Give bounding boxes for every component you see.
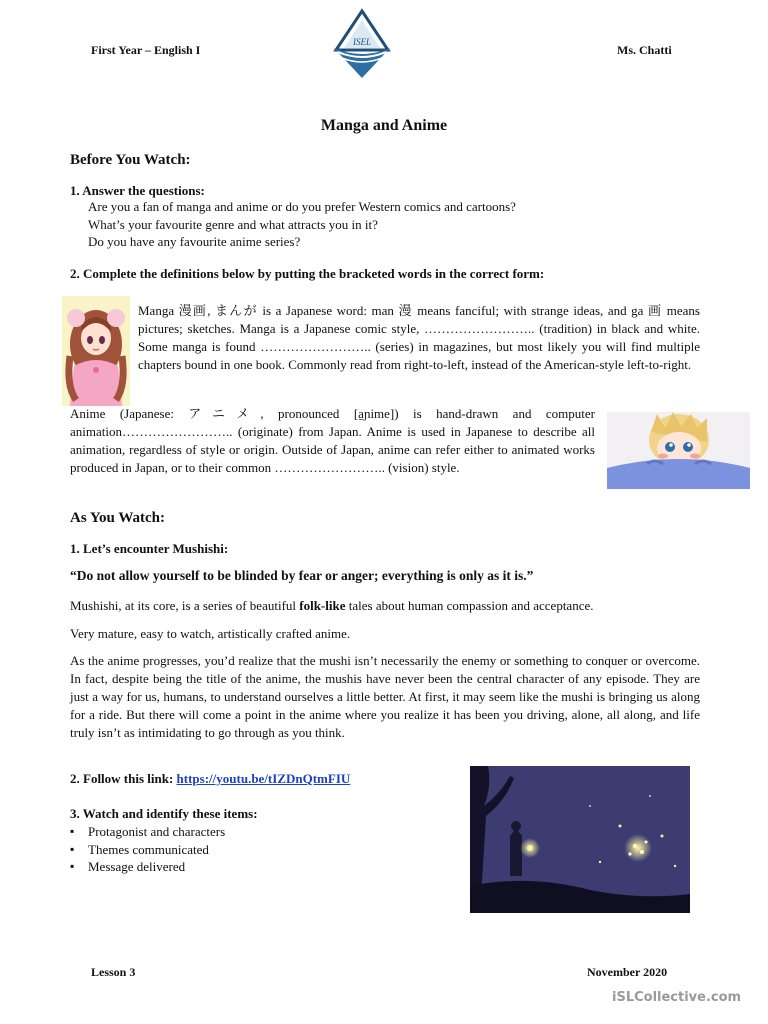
anime-definition: Anime (Japanese: アニメ, pronounced [a̠ɲime]) is hand-drawn and computer animation…………………….. (originate) from Japan. Anime is used in Japanese to describe all animation, regardless of style or origin. Outside of Japan, anime can refer either to animated works produced in Japan, or to their common …………………….. (vision) style. [70,406,595,475]
header-course: First Year – English I [91,43,201,57]
q2-label-text: 2. Follow this link: [70,771,177,786]
header-teacher: Ms. Chatti [617,43,672,57]
as-q1-label: 1. Let’s encounter Mushishi: [70,541,229,556]
footer-date: November 2020 [587,965,668,979]
para1-text: Mushishi, at its core, is a series of beautiful [70,598,300,613]
svg-text:ISEL: ISEL [353,37,371,47]
para1-text-end: tales about human compassion and acceptance. [345,598,594,613]
school-logo [330,8,394,80]
as-q2-label [70,771,350,787]
mushishi-quote: “Do not allow yourself to be blinded by fear or anger; everything is only as it is.” [70,568,534,583]
mushishi-scene-image [470,766,690,913]
watermark: iSLCollective.com [612,990,742,1005]
items-list [70,823,225,876]
section-before-heading: Before You Watch: [70,152,191,168]
q1-label: 1. Answer the questions: [70,183,205,198]
section-as-heading: As You Watch: [70,510,166,526]
list-item: ▪ Themes communicated [70,841,225,859]
q1-questions [88,198,516,251]
manga-definition: Manga 漫画, まんが is a Japanese word: man 漫 means fanciful; with strange ideas, and ga 画 means pictures; sketches. Manga is a Japanese comic style, …………………….. (tradition) in black and white. Some manga is found …………………….. (series) in magazines, but most likely you will find multiple chapters bound in one book. Commonly read from right-to-left, instead of the American-style left-to-right. [138,303,700,372]
q1-line: Are you a fan of manga and anime or do you prefer Western comics and cartoons? [88,199,516,214]
mushishi-para-3: As the anime progresses, you’d realize that the mushi isn’t necessarily the enemy or something to conquer or overcome. In fact, despite being the title of the anime, the mushis have never been the central character of any episode. They are just a way for us, humans, to understand ourselves a little better. At first, it may seem like the mushi is bringing us along for a ride. But there will come a point in the anime where you realize it has been you driving, alone, all along, and life truly isn’t as intimidating to go through as you think. [70,653,700,740]
manga-girl-image [62,296,130,406]
mushishi-para-1 [70,597,700,615]
footer-lesson: Lesson 3 [91,965,136,979]
page-title: Manga and Anime [320,117,448,134]
mushishi-para-2: Very mature, easy to watch, artistically crafted anime. [70,626,351,641]
q1-line: What’s your favourite genre and what attracts you in it? [88,216,378,232]
q2-label: 2. Complete the definitions below by putting the bracketed words in the correct form: [70,266,545,281]
para1-bold: folk-like [299,598,346,613]
list-item: ▪ Protagonist and characters [70,823,225,841]
anime-boy-image [607,412,750,489]
youtube-link[interactable]: https://youtu.be/tIZDnQtmFIU [176,771,351,786]
list-item: ▪ Message delivered [70,858,225,876]
q1-line: Do you have any favourite anime series? [88,234,301,249]
as-q3-label: 3. Watch and identify these items: [70,806,258,821]
